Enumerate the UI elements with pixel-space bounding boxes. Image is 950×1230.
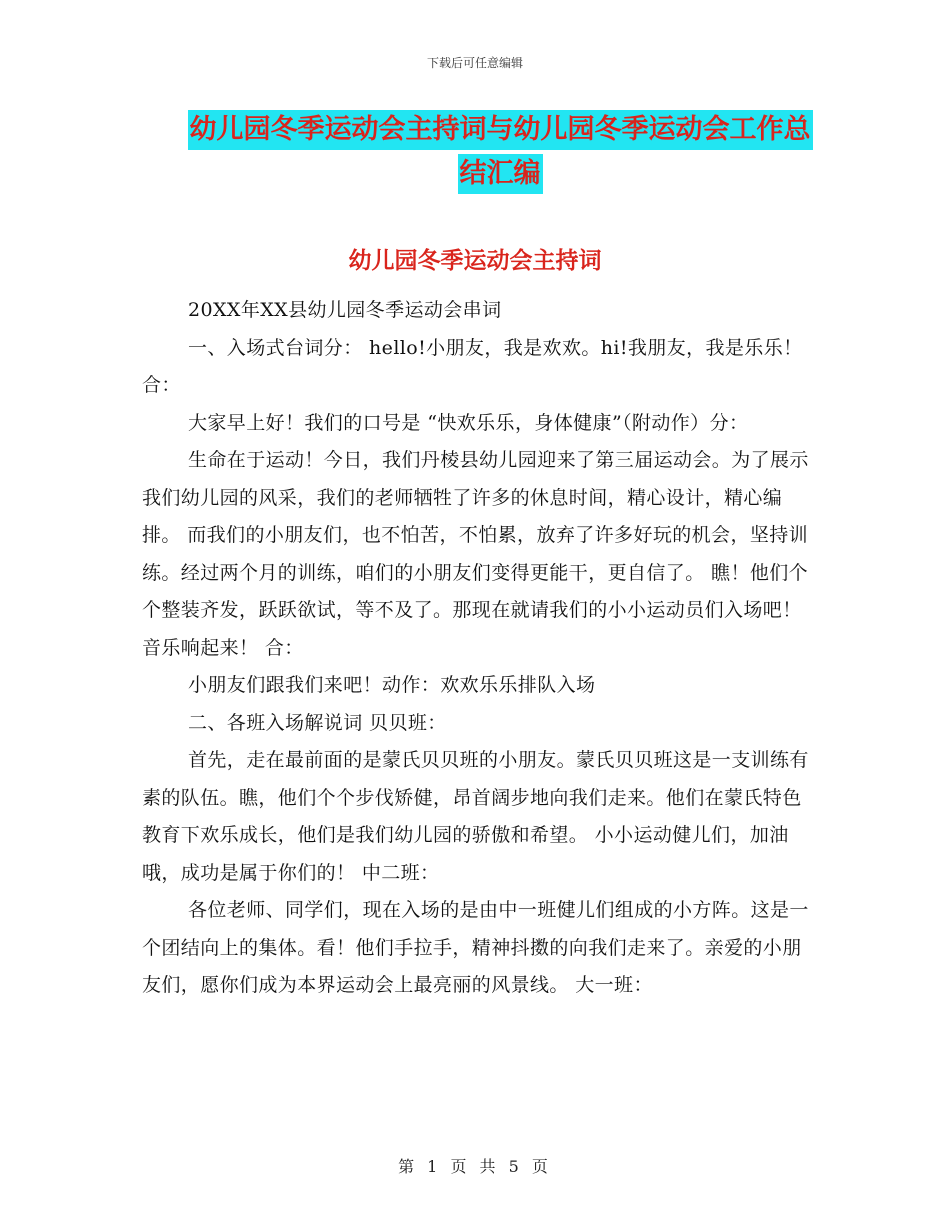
document-body: [142, 292, 812, 1005]
paragraph: 二、各班入场解说词 贝贝班：: [188, 711, 447, 734]
section-title: 幼儿园冬季运动会主持词: [348, 248, 602, 274]
header-note: 下载后可任意编辑: [426, 56, 523, 70]
paragraph: 首先，走在最前面的是蒙氏贝贝班的小朋友。蒙氏贝贝班这是一支训练有素的队伍。瞧，他们个个步伐矫健，昂首阔步地向我们走来。他们在蒙氏特色教育下欢乐成长，他们是我们幼儿园的骄傲和希望。 小小运动健儿们，加油哦，成功是属于你们的！ 中二班：: [142, 749, 809, 884]
paragraph: 20XX年XX县幼儿园冬季运动会串词: [188, 299, 502, 321]
page-number: 第 1 页 共 5 页: [398, 1157, 552, 1176]
paragraph: 生命在于运动！今日，我们丹棱县幼儿园迎来了第三届运动会。为了展示我们幼儿园的风采，我们的老师牺牲了许多的休息时间，精心设计，精心编排。 而我们的小朋友们，也不怕苦，不怕累，放弃了许多好玩的机会，坚持训练。经过两个月的训练，咱们的小朋友们变得更能干，更自信了。 瞧！他们个个整装齐发，跃跃欲试，等不及了。那现在就请我们的小小运动员们入场吧！ 音乐响起来！ 合：: [142, 449, 809, 659]
document-title: [140, 110, 860, 194]
paragraph: 小朋友们跟我们来吧！动作：欢欢乐乐排队入场: [188, 674, 596, 696]
paragraph: 各位老师、同学们，现在入场的是由中一班健儿们组成的小方阵。这是一个团结向上的集体。看！他们手拉手，精神抖擞的向我们走来了。亲爱的小朋友们，愿你们成为本界运动会上最亮丽的风景线。 大一班：: [142, 899, 809, 996]
document-title-line-2: 结汇编: [458, 154, 543, 194]
document-title-line-1: 幼儿园冬季运动会主持词与幼儿园冬季运动会工作总: [188, 110, 813, 150]
paragraph: 大家早上好！我们的口号是 “快欢乐乐，身体健康”（附动作）分：: [188, 411, 749, 434]
paragraph: 一、入场式台词分： hello!小朋友，我是欢欢。hi!我朋友，我是乐乐！合：: [142, 336, 803, 396]
